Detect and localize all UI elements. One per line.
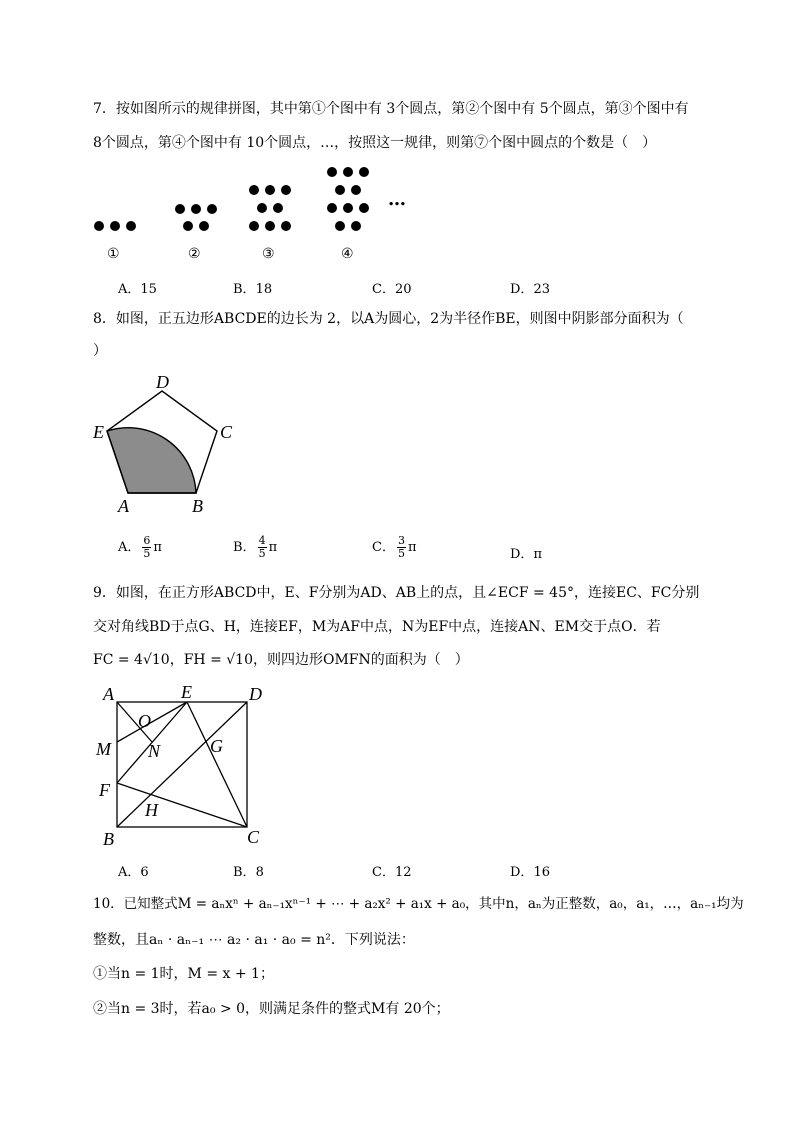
- q9-label-m: M: [96, 739, 111, 759]
- q9-option-b[interactable]: B．8: [233, 865, 264, 880]
- q10-text-line3: ①当n = 1时，M = x + 1；: [93, 966, 274, 982]
- q9-label-f: F: [99, 780, 110, 800]
- q9-label-c: C: [247, 827, 260, 847]
- q7-option-a[interactable]: A．15: [118, 282, 157, 297]
- q9-label-e: E: [181, 682, 192, 702]
- q8-label-a: A: [118, 496, 129, 516]
- q9-option-c[interactable]: C．12: [372, 865, 412, 880]
- q7-option-c[interactable]: C．20: [372, 282, 412, 297]
- q7-text-line2: 8个圆点，第④个图中有 10个圆点，…，按照这一规律，则第⑦个图中圆点的个数是（ ）: [93, 135, 657, 151]
- q10-text-line4: ②当n = 3时，若a₀ > 0，则满足条件的整式M有 20个；: [93, 1001, 450, 1017]
- q9-label-n: N: [148, 741, 161, 761]
- q7-figure-label-4: ④: [341, 246, 354, 262]
- q9-line-fc: [117, 783, 247, 827]
- q9-text-line1: 9．如图，在正方形ABCD中，E、F分别为AD、AB上的点，且∠ECF = 45°，连接EC、FC分别: [93, 585, 700, 601]
- q9-label-o: O: [138, 711, 151, 731]
- q8-label-d: D: [156, 372, 169, 392]
- q9-label-a: A: [103, 684, 114, 704]
- q8-option-c[interactable]: C． $\frac{3}{5}$ π: [372, 534, 417, 560]
- q9-option-d[interactable]: D．16: [510, 865, 550, 880]
- q8-text-line2: ）: [93, 343, 107, 359]
- q9-line-em: [117, 702, 187, 742]
- q8-option-b[interactable]: B． $\frac{4}{5}$ π: [233, 534, 278, 560]
- q9-label-d: D: [249, 684, 262, 704]
- q10-text-line1: 10．已知整式M = aₙxⁿ + aₙ₋₁xⁿ⁻¹ + ⋯ + a₂x² + a₁x + a₀，其中n，aₙ为正整数，a₀，a₁，…，aₙ₋₁均为: [93, 896, 744, 912]
- q9-diagonal-bd: [117, 702, 247, 827]
- q9-label-g: G: [210, 736, 223, 756]
- q9-text-line3: FC = 4√10，FH = √10，则四边形OMFN的面积为（ ）: [93, 652, 469, 668]
- q7-figure-label-2: ②: [188, 246, 201, 262]
- q9-line-ec: [187, 702, 247, 827]
- q7-figure-label-3: ③: [262, 246, 275, 262]
- q8-label-c: C: [220, 422, 233, 442]
- q7-ellipsis: …: [388, 189, 406, 210]
- q7-text-line1: 7．按如图所示的规律拼图，其中第①个图中有 3个圆点，第②个图中有 5个圆点，第③个图中有: [93, 101, 689, 117]
- q9-label-h: H: [145, 800, 158, 820]
- q7-option-b[interactable]: B．18: [233, 282, 273, 297]
- q8-text-line1: 8．如图，正五边形ABCDE的边长为 2，以A为圆心，2为半径作BE，则图中阴影部分面积为（: [93, 311, 684, 327]
- q7-text-line1-body: 按如图所示的规律拼图，其中第①个图中有 3个圆点，第②个图中有 5个圆点，第③个图中有: [115, 101, 689, 117]
- q9-text-line2: 交对角线BD于点G、H，连接EF，M为AF中点，N为EF中点，连接AN、EM交于点O．若: [93, 619, 661, 635]
- q8-label-e: E: [93, 422, 104, 442]
- q7-option-d[interactable]: D．23: [510, 282, 550, 297]
- q8-label-b: B: [192, 496, 203, 516]
- q10-text-line2: 整数，且aₙ · aₙ₋₁ ⋯ a₂ · a₁ · a₀ = n²．下列说法：: [93, 932, 415, 948]
- q9-option-a[interactable]: A．6: [118, 865, 149, 880]
- q7-figure-label-1: ①: [107, 246, 120, 262]
- q8-option-a[interactable]: A． $\frac{6}{5}$ π: [118, 534, 162, 560]
- q8-option-d[interactable]: D．π: [510, 547, 542, 562]
- q9-label-b: B: [103, 829, 114, 849]
